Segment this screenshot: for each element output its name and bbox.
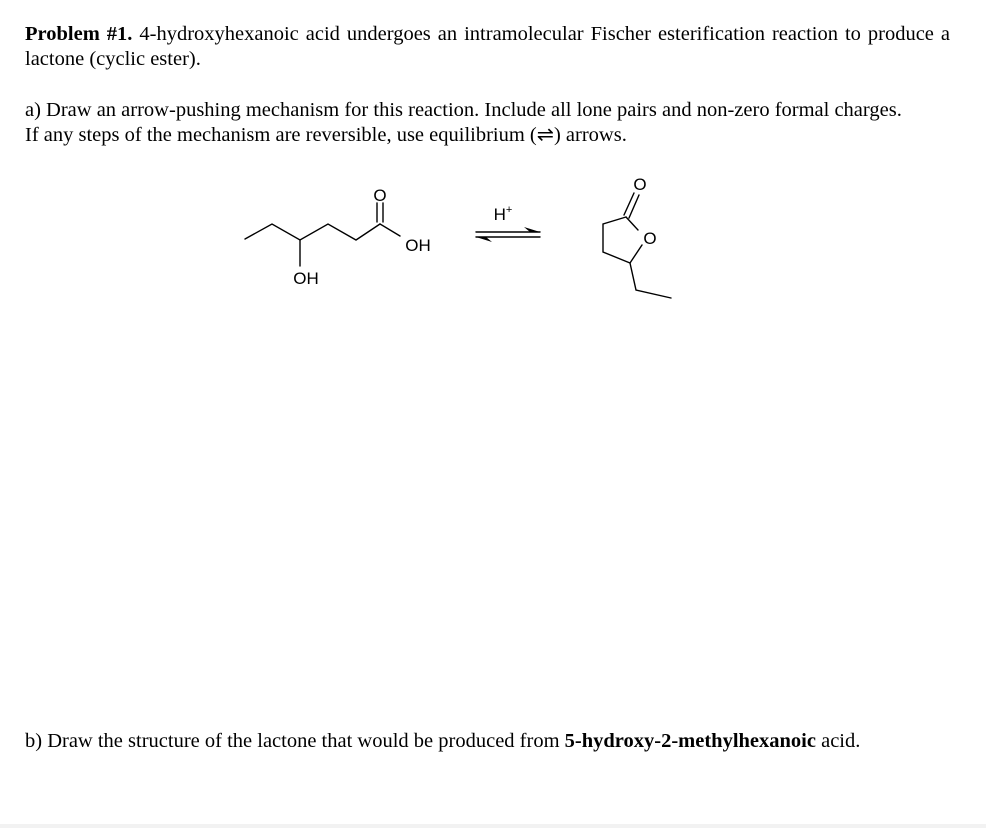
page-bottom-edge — [0, 824, 986, 828]
catalyst-h: H+ — [493, 204, 513, 224]
product-carbonyl-bond-2 — [629, 195, 639, 218]
ring-o-bond-1 — [630, 245, 642, 263]
problem-statement — [25, 22, 950, 71]
part-b-text: b) Draw the structure of the lactone that would be produced from — [25, 730, 565, 752]
reverse-arrowhead — [476, 237, 492, 242]
problem-intro: 4-hydroxyhexanoic acid undergoes an intramolecular Fischer esterification reaction to produce a lactone (cyclic ester). — [25, 23, 950, 70]
reactant-structure — [245, 186, 431, 288]
carbon-chain — [245, 224, 380, 240]
ring-o-bond-2 — [626, 217, 638, 230]
part-a-text: a) Draw an arrow-pushing mechanism for this reaction. Include all lone pairs and non-zero formal charges. If any steps of the mechanism are reversible, use equilibrium ( — [25, 99, 902, 146]
part-b-text-end: acid. — [815, 730, 861, 752]
equilibrium-arrows — [476, 204, 540, 242]
product-carbonyl-oxygen: O — [633, 175, 647, 194]
part-a-text-end: ) arrows. — [553, 123, 627, 146]
lactone-ring-carbons — [603, 217, 630, 263]
reactant-carbonyl-oxygen: O — [373, 186, 387, 205]
equilibrium-symbol: ⇌ — [536, 123, 554, 146]
part-b-question — [25, 729, 965, 754]
reactant-acid-oh: OH — [405, 236, 431, 255]
ethyl-group — [630, 263, 671, 298]
part-b-compound: 5-hydroxy-2-methylhexanoic — [564, 730, 816, 752]
acid-oh-bond — [380, 224, 400, 236]
product-ring-oxygen: O — [643, 229, 657, 248]
problem-label: Problem #1. — [25, 23, 133, 45]
reactant-side-oh: OH — [293, 269, 319, 288]
reaction-scheme — [0, 160, 986, 320]
part-a-question — [25, 98, 905, 147]
product-structure — [603, 175, 671, 298]
forward-arrowhead — [524, 227, 540, 232]
